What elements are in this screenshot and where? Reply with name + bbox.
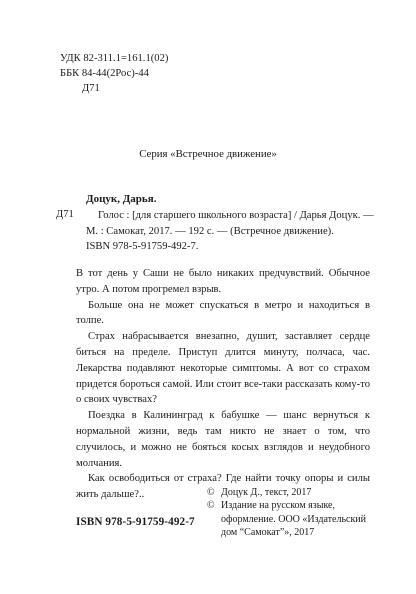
biblio-line: Голос : [для старшего школьного возраста] / Дарья Доцук. — xyxy=(98,210,374,221)
isbn: ISBN 978-5-91759-492-7 xyxy=(76,516,195,528)
copyright-line xyxy=(207,526,367,539)
annotation-paragraph: Поездка в Калининград к бабушке — шанс вернуться к нормальной жизни, ведь там никто не знает о том, что случилось, и можно не бояться косых взглядов и неудобного молчания. xyxy=(76,410,370,469)
author-heading: Доцук, Дарья. xyxy=(86,193,157,205)
biblio-line: М. : Самокат, 2017. — 192 с. — (Встречное движение). xyxy=(86,225,334,237)
copyright-line xyxy=(207,499,367,512)
copyright-text: дом “Самокат”», 2017 xyxy=(221,527,315,539)
copyright-sign: © xyxy=(207,500,215,512)
bibliographic-description xyxy=(86,208,374,255)
annotation xyxy=(76,266,370,503)
author-mark: Д71 xyxy=(82,83,100,94)
annotation-paragraph: Страх набрасывается внезапно, душит, заставляет сердце биться на пределе. Приступ длится минуту, полчаса, час. Лекарства подавляют некоторые симптомы. А вот со страхом придется бороться самой. Или стоит все-таки рассказать кому-то о своих чувствах? xyxy=(76,331,370,406)
annotation-paragraph: Больше она не может спускаться в метро и находиться в толпе. xyxy=(76,299,370,327)
copyright-line xyxy=(207,486,367,499)
copyright-block xyxy=(207,486,367,540)
copyright-text: Издание на русском языке, xyxy=(221,500,335,512)
copyright-sign: © xyxy=(207,487,215,498)
series-title: Серия «Встречное движение» xyxy=(139,148,277,160)
biblio-line: ISBN 978-5-91759-492-7. xyxy=(86,241,199,253)
bbk-code: ББК 84-44(2Рос)-44 xyxy=(60,68,149,79)
annotation-paragraph: В тот день у Саши не было никаких предчувствий. Обычное утро. А потом прогремел взрыв. xyxy=(76,268,370,295)
udk-code: УДК 82-311.1=161.1(02) xyxy=(60,53,169,64)
annotation-paragraph: Как освободиться от страха? Где найти точку опоры и силы жить дальше?.. xyxy=(76,473,370,501)
copyright-text: Доцук Д., текст, 2017 xyxy=(221,487,312,498)
copyright-text: оформление. ООО «Издательский xyxy=(221,513,367,525)
author-mark-code: Д71 xyxy=(56,209,74,220)
copyright-line xyxy=(207,513,367,526)
